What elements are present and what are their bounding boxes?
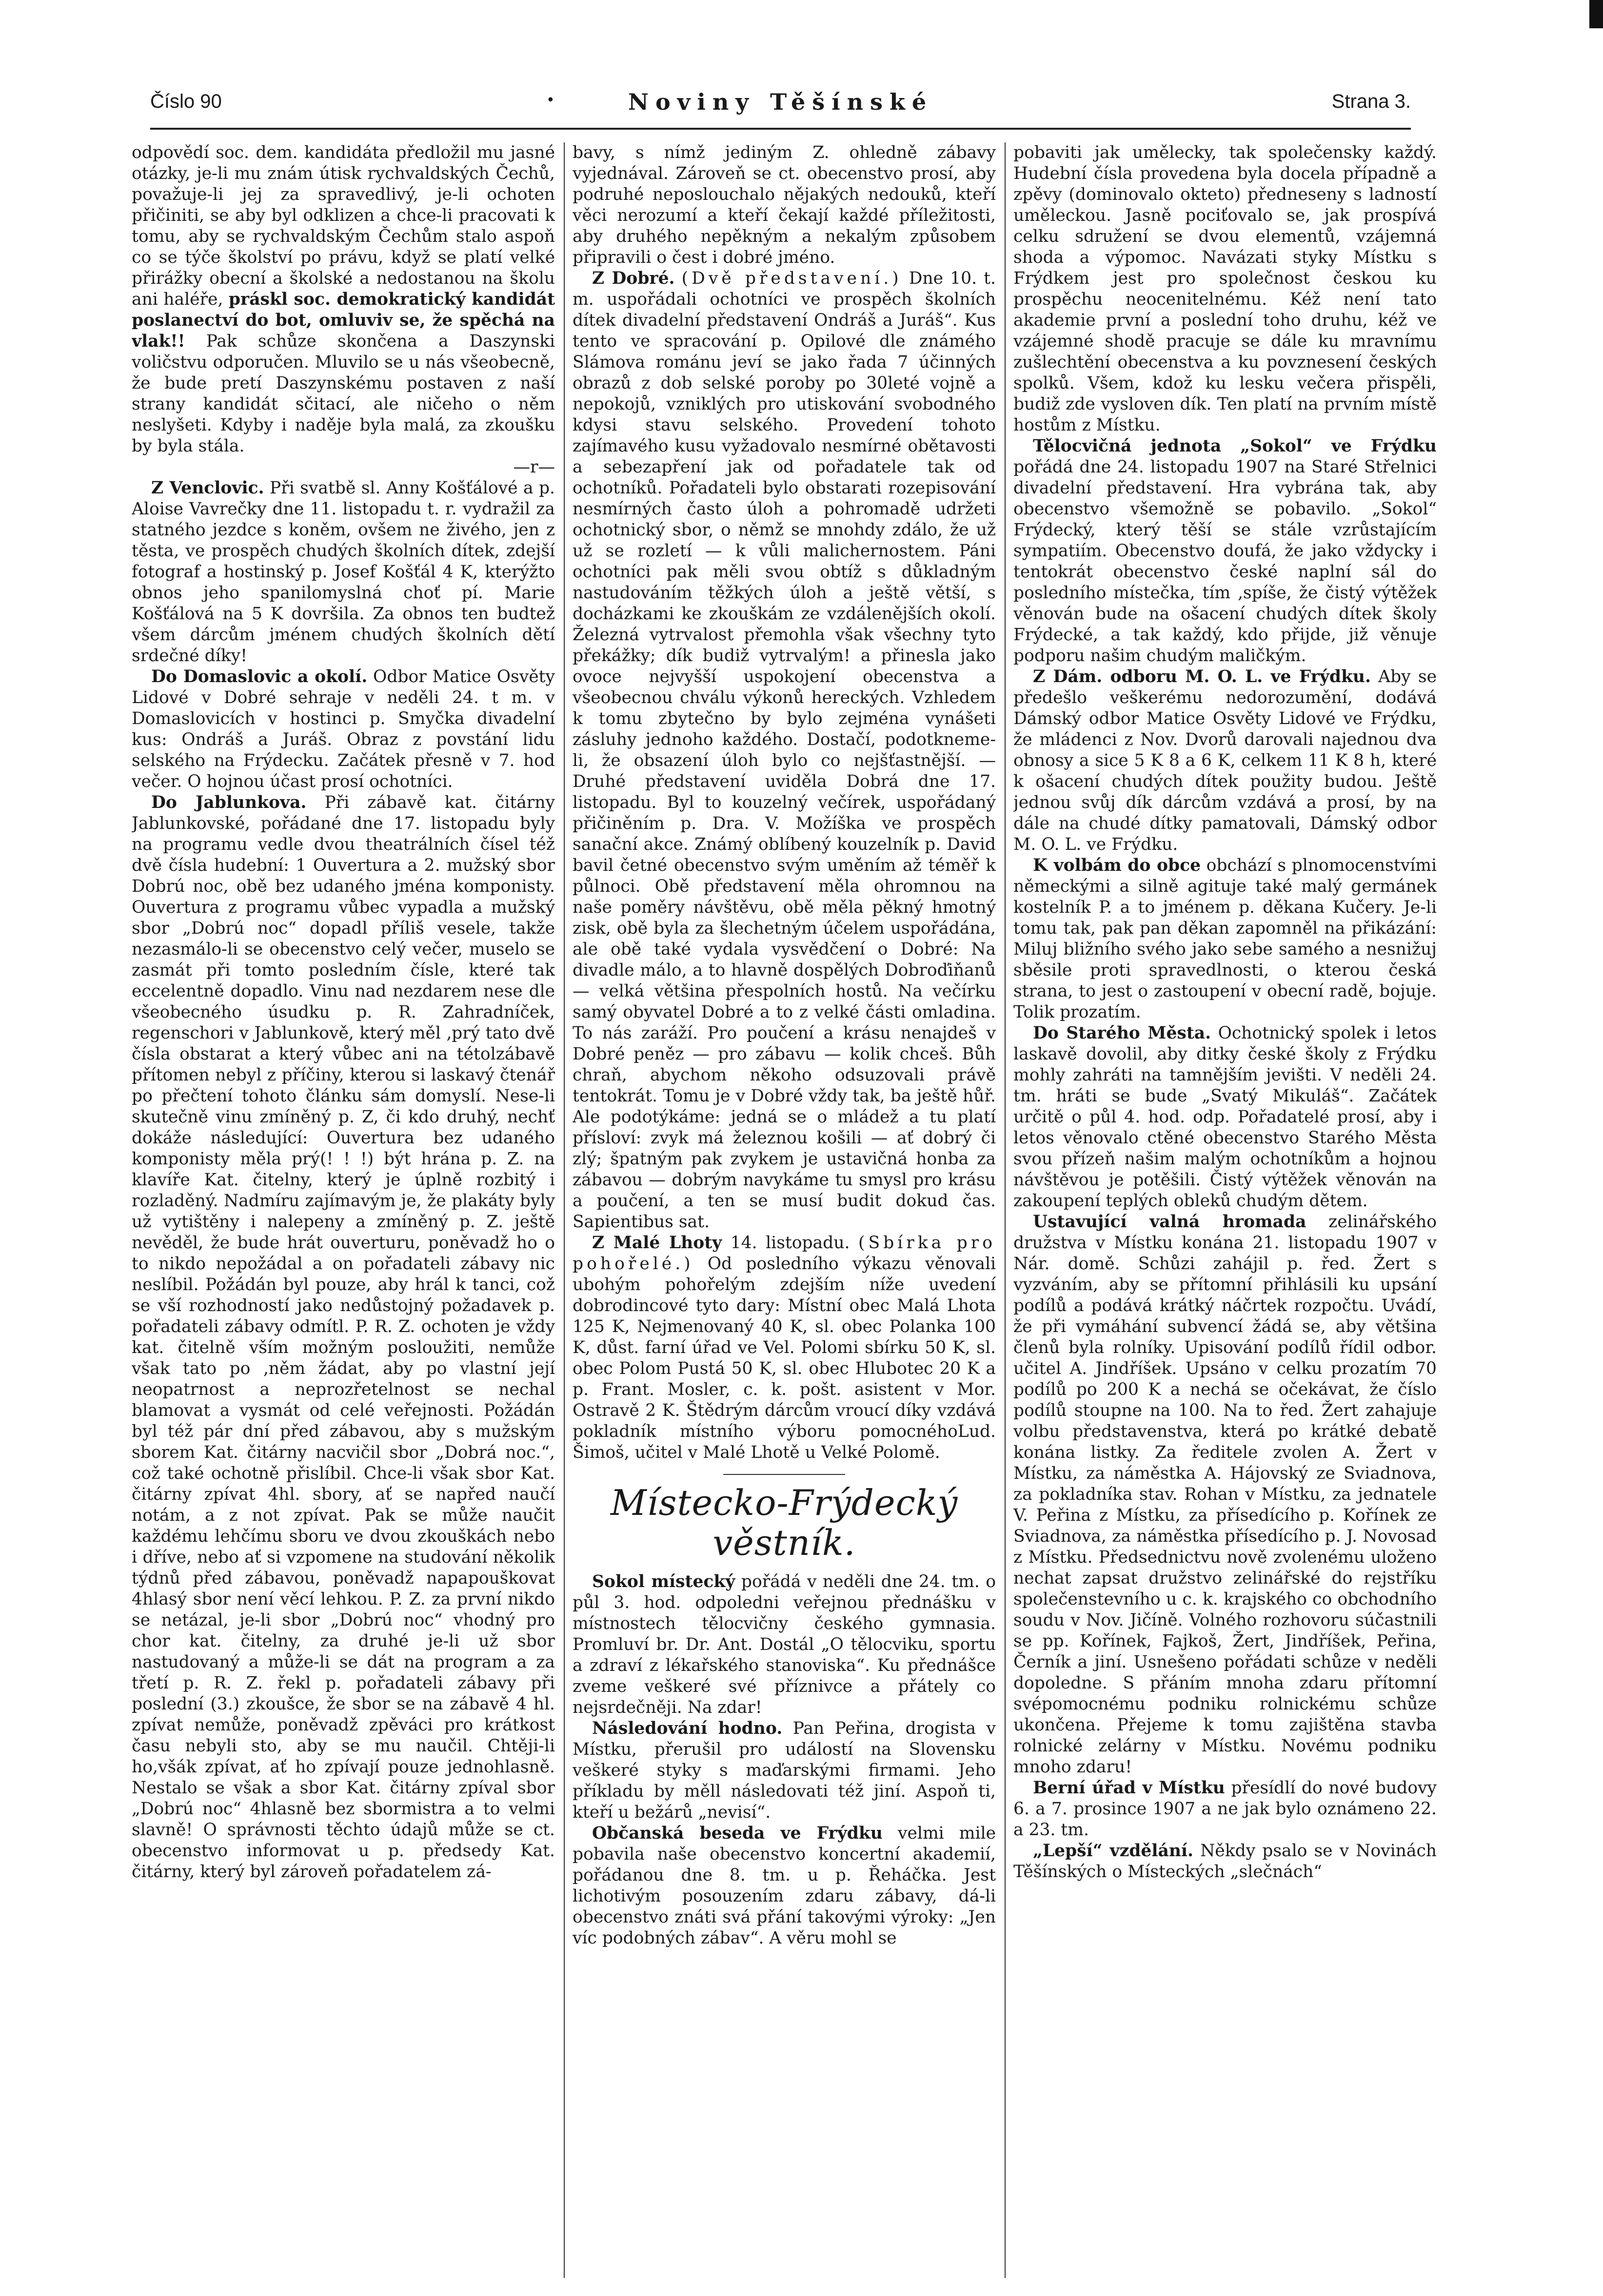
article-paragraph	[1013, 667, 1437, 855]
article-paragraph	[132, 478, 555, 667]
article-paragraph	[1013, 855, 1437, 1023]
paragraph-text: Někdy psalo se v Novinách Těšínských o Místeckých „slečnách“	[1013, 1841, 1437, 1882]
article-heading: Sokol místecký	[592, 1572, 735, 1591]
paragraph-text: pořádá dne 24. listopadu 1907 na Staré Střelnici divadelní představení. Hra vybrána tak, aby obecenstvo všemožně se pobavilo. „Sokol“ Frýdecký, který těší se stále vzrůstajícím sympatiím. Obecenstvo doufá, že jako vždycky i tentokrát obecenstvo české naplní sál do posledního místečka, tím ‚spíše, že čistý výtěžek věnován bude na ošacení chudých dítek školy Frýdecké, a tak každý, kdo přijde, již věnuje podporu našim chudým maličkým.	[1013, 457, 1437, 666]
paragraph-text: zelinářského družstva v Místku konána 21. listopadu 1907 v Nár. domě. Schůzi zahájil p. řed. Žert s vyzváním, aby se přítomní přihlásili ku upsání podílů a podává krátký náčrtek rozpočtu. Uvádí, že při vymáhání subvencí žádá se, aby většina členů byla rolníky. Upisování podílů řídil odbor. učitel A. Jindříšek. Upsáno v celku prozatím 70 podílů po 200 K a nechá se očekávat, že číslo podílů stoupne na 100. Na to řed. Žert zahajuje volbu představenstva, která po krátké debatě konána listky. Za ředitele zvolen A. Žert v Místku, za náměstka A. Hájovský ze Sviadnova, za pokladníka stav. Rohan v Místku, za jednatele V. Peřina z Místku, za přísedícího p. Kořínek ze Sviadnova, za náměstka přísedícího p. J. Novosad z Místku. Předsednictvu nově zvolenému uloženo nechat zapsat družstvo zelinářské do rejstříku společenstevního u c. k. krajského co obchodního soudu v Nov. Jičíně. Volného rozhovoru súčastnili se pp. Kořínek, Fajkoš, Žert, Jindříšek, Peřina, Černík a jiní. Usnešeno pořádati schůze v neděli dopoledne. S přáním mnoha zdaru přítomní svépomocnému podniku rolnickému schůze ukončena. Přejeme k tomu zajištěna stavba rolnické zelárny v Místku. Novému podniku mnoho zdaru!	[1013, 1212, 1437, 1777]
article-heading: K volbám do obce	[1033, 856, 1201, 875]
masthead: Noviny Těšínské	[628, 89, 933, 115]
spaced-subheading: (Dvě představení.)	[681, 269, 902, 288]
article-heading: „Lepší“ vzdělání.	[1033, 1841, 1194, 1861]
paragraph-text: Pak schůze skončena a Daszynski voličstvu odporučen. Mluvilo se u nás všeobecně, že bude pretí Daszynskému postaven z naší strany kandidát sčitací, ale ničeho o něm neslyšeti. Kdyby i naděje byla malá, za zkoušku by byla stála.	[132, 332, 555, 456]
article-paragraph	[1013, 1841, 1437, 1883]
paragraph-text: Při svatbě sl. Anny Košťálové a p. Aloise Vavrečky dne 11. listopadu t. r. vydražil za statného jezdce s koněm, ovšem ne živého, jen z těsta, ve prospěch chudých školních dítek, zdejší fotograf a hostinský p. Josef Košťál 4 K, kterýžto obnos jeho spanilomyslná choť pí. Marie Košťálová na 5 K dovršila. Za obnos ten budtež všem dárcům jménem chudých školních dětí srdečné díky!	[132, 478, 555, 666]
paragraph-text: pobaviti jak umělecky, tak společensky každý. Hudební čísla provedena byla docela případně a zpěvy (dominovalo okteto) předneseny s ladností uměleckou. Jasně pociťovalo se, jak prospívá celku sdružení se dvou elementů, vzájemná shoda a výpomoc. Navázati styky Místku s Frýdkem jest pro společnost českou ku prospěchu neocenitelnému. Kéž není tato akademie první a poslední toho druhu, kéž ve vzájemné shodě pracuje se dále ku mravnímu zušlechtění obecenstva a ku povznesení českých spolků. Všem, kdož ku lesku večera přispěli, budiž zde vysloven dík. Ten platí na prvním místě hostům z Místku.	[1013, 143, 1437, 435]
page-number: Strana 3.	[1331, 91, 1411, 112]
article-paragraph	[573, 142, 996, 268]
article-heading: Do Domaslovic a okolí.	[151, 667, 368, 687]
article-heading: Berní úřad v Místku	[1033, 1778, 1225, 1798]
issue-number: Číslo 90	[150, 91, 222, 112]
article-heading: Následování hodno.	[592, 1719, 783, 1738]
article-heading: Z Dám. odboru M. O. L. ve Frýdku.	[1033, 667, 1371, 687]
paragraph-text: Ochotnický spolek i letos laskavě dovolil, aby ditky české školy z Frýdku mohly zahráti na tamnějším jevišti. V neděli 24. tm. hráti se bude „Svatý Mikuláš“. Začátek určitě o půl 4. hod. odp. Pořadatelé prosí, aby i letos věnovalo ctěné obecenstvo Starého Města svou přízeň našim malým ochotníkům a hojnou návštěvou je potěšili. Čistý výtěžek věnován na zakoupení teplých obleků chudým dětem.	[1013, 1023, 1437, 1211]
spaced-subheading: (Sbírka pro pohořelé.)	[573, 1233, 996, 1274]
article-paragraph	[573, 1233, 996, 1463]
page-header	[150, 89, 1411, 123]
column-divider	[564, 142, 565, 2278]
article-heading: Občanská beseda ve Frýdku	[592, 1824, 883, 1843]
article-paragraph	[1013, 142, 1437, 436]
paragraph-text: Odbor Matice Osvěty Lidové v Dobré sehraje v neděli 24. t m. v Domaslovicích v hostinci p. Smyčka divadelní kus: Ondráš a Juráš. Obraz z povstání lidu selského na Frýdecku. Začátek přesně v 7. hod večer. O hojnou účast prosí ochotníci.	[132, 667, 555, 791]
article-heading: Do Starého Města.	[1033, 1023, 1211, 1043]
article-paragraph	[1013, 436, 1437, 667]
paragraph-text: bavy, s nímž jediným Z. ohledně zábavy vyjednával. Zároveň se ct. obecenstvo prosí, aby podruhé neposlouchalo nějakých nedouků, kteří věci nerozumí a kteří čekají každé příležitosti, aby druhého nepěkným a nekalým způsobem připravili o čest i dobré jméno.	[573, 143, 996, 267]
article-heading: Z Malé Lhoty	[592, 1233, 722, 1253]
article-heading: Tělocvičná jednota „Sokol“ ve Frýdku	[1033, 436, 1437, 456]
paragraph-text: přesídlí do nové budovy 6. a 7. prosince 1907 a ne jak bylo oznámeno 22. a 23. tm.	[1013, 1778, 1437, 1840]
signature: —r—	[513, 457, 555, 477]
article-paragraph	[1013, 1023, 1437, 1212]
article-heading: Z Venclovic.	[151, 478, 264, 498]
article-paragraph	[132, 142, 555, 457]
paragraph-text: Při zábavě kat. čitárny Jablunkovské, pořádané dne 17. listopadu byly na programu vedle dvou theatrálních čísel též dvě čísla hudební: 1 Ouvertura a 2. mužský sbor Dobrú noc, obě bez udaného jména komponisty. Ouvertura z programu vůbec vypadla a mužský sbor „Dobrú noc“ dopadl příliš vesele, takže nezasmálo-li se obecenstvo celý večer, muselo se zasmát při tomto posledním čísle, které tak eccelentně dopadlo. Vinu nad nezdarem nese dle všeobecného úsudku p. R. Zahradníček, regenschori v Jablunkově, který měl ‚prý tato dvě čísla obstarat a který vůbec ani na tétolzábavě přítomen nebyl z příčiny, kterou si laskavý čtenář po přečtení tohoto článku sám domyslí. Nese-li skutečně vinu zmíněný p. Z, či kdo druhý, nechť dokáže následující: Ouvertura bez udaného komponisty měla prý(! ! !) být hrána p. Z. na klavíře Kat. čitelny, který je úplně rozbitý i rozladěný. Nadmíru zajímavým je, že plakáty byly už vytištěny i nalepeny a zmíněný p. Z. ještě nevěděl, že bude hrát ouverturu, poněvadž ho o to nikdo nepožádal a on pořadateli zábavy nic neslíbil. Požádán byl pouze, aby hrál k tanci, což se vší rozhodností jako nedůstojný požadavek p. pořadateli zábavy odmítl. P. R. Z. ochoten je vždy kat. čitelně vším možným posloužiti, nemůže však tato po ‚něm žádat, aby po vlastní její neopatrnost a neprozřetelnost se nechal blamovat a vysmát od celé veřejnosti. Požádán byl též pár dní před zábavou, aby s mužským sborem Kat. čitárny nacvičil sbor „Dobrá noc.“, což také ochotně přislíbil. Chce-li však sbor Kat. čitárny zpívat 4hl. sbory, ať se napřed naučí notám, a z not zpívat. Pak se může naučit každému lehčímu sboru ve dvou zkouškách nebo i dříve, nebo ať si vzpomene na studování několik týdnů před zábavou, poněvadž napapouškovat 4hlasý sbor není věcí lehkou. P. Z. za první nikdo se netázal, je-li sbor „Dobrú noc“ vhodný pro chor kat. čitelny, za druhé je-li už sbor nastudovaný a může-li se dát na program a za třetí p. R. Z. řekl p. pořadateli zábavy při poslední (3.) zkoušce, že sbor se na zábavě 4 hl. zpívat nemůže, poněvadž zpěváci pro krátkost času nebyli sto, aby se mu naučil. Chtěji-li ho,všák zpívat, ať ho zpívají pouze jednohlasně. Nestalo se však a sbor Kat. čitárny zpíval sbor „Dobrú noc“ 4hlasně bez sbormistra a to velmi slavně! O správnosti těchto údajů může se ct. obecenstvo informovat u p. předsedy Kat. čitárny, který byl zároveň pořadatelem zá-	[132, 793, 555, 1882]
paragraph-text: Od posledního výkazu věnovali ubohým pohořelým zdejším níže uvedení dobrodincové tyto dary: Místní obec Malá Lhota 125 K, Nejmenovaný 40 K, sl. obec Polanka 100 K, důst. farní úřad ve Vel. Polomi sbírku 50 K, sl. obec Polom Pustá 50 K, sl. obec Hlubotec 20 K a p. Frant. Mosler, c. k. pošt. asistent v Mor. Ostravě 2 K. Štědrým dárcům vroucí díky vzdává pokladník místního výboru pomocnéhoLud. Šimoš, učitel v Malé Lhotě u Velké Polomě.	[573, 1254, 996, 1462]
paragraph-text: obchází s plnomocenstvími německými a silně agituje také malý germánek kostelník P. a to jménem p. děkana Kučery. Je-li tomu tak, pak pan děkan zapomněl na přikázání: Miluj bližního svého jako sebe samého a nesnižuj sběsile proti spravedlnosti, o kterou česká strana, to jest o zastoupení v obecní radě, bojuje. Tolik prozatím.	[1013, 856, 1437, 1022]
article-paragraph	[1013, 1212, 1437, 1778]
article-date: 14. listopadu.	[730, 1233, 850, 1253]
paragraph-text: Aby se předešlo veškerému nedorozumění, dodává Dámský odbor Matice Osvěty Lidové ve Frýdku, že mládenci z Nov. Dvorů darovali najednou dva obnosy a sice 5 K 8 a 6 K, celkem 11 K 8 h, které k ošacení chudých dítek použity budou. Ještě jednou svůj dík dárcům vzdává a prosí, by na dále na chudé dítky pamatovali, Dámský odbor M. O. L. ve Frýdku.	[1013, 667, 1437, 854]
paragraph-text: pořádá v neděli dne 24. tm. o půl 3. hod. odpoledni veřejnou přednášku v místnostech tělocvičny českého gymnasia. Promluví br. Dr. Ant. Dostál „O tělocviku, sportu a zdraví z lékařského stanoviska“. Ku přednášce zveme veškeré své příznivce a přátely co nejsrdečněji. Na zdar!	[573, 1572, 996, 1717]
article-paragraph	[573, 1571, 996, 1718]
corner-mark	[1589, 0, 1603, 28]
article-paragraph	[573, 268, 996, 1233]
paragraph-emphasis: práskl soc. demokratický kandidát poslanectví do bot, omluviv se, že spěchá na vlak!!	[132, 290, 555, 351]
column-divider	[1005, 142, 1006, 2278]
article-paragraph	[132, 792, 555, 1883]
article-paragraph	[573, 1823, 996, 1949]
column-1	[132, 142, 555, 2278]
paragraph-text: Dne 10. t. m. uspořádali ochotníci ve prospěch školních dítek divadelní představení Ondráš a Juráš“. Kus tento ve spracování p. Opilové dle známého Slámova románu jeví se jako řada 7 účinných obrazů z dob selské poroby po 30leté vojně a nepokojů, vzniklých pro utiskování svobodného kdysi stavu selského. Provedení tohoto zajímavého kusu vyžadovalo nesmírné obětavosti a sebezapření jak od pořadatele tak od ochotníků. Pořadateli bylo obstarati rozepisování nesmírných často úloh a pohromadě udržeti ochotnický sbor, o němž se mnohdy zdálo, že už už se rozletí — k vůli malichernostem. Páni ochotníci pak měli svou obtíž s důkladným nastudováním těžkých úloh a ještě větší, s docházkami ke zkouškám ze vzdálenějších okolí. Železná vytrvalost přemohla však všechny tyto překážky; dík budiž vytrvalým! a přinesla jako ovoce nejvyšší uspokojení obecenstva a všeobecnou chválu výkonů hereckých. Vzhledem k tomu zbytečno by bylo zejména vynášeti zásluhy jednoho každého. Dostačí, podotkneme-li, že obsazení úloh bylo co nejšťastnější. — Druhé představení uviděla Dobrá dne 17. listopadu. Byl to kouzelný večírek, uspořádaný přičiněním p. Dra. V. Možíška ve prospěch sanační akce. Známý oblíbený kouzelník p. David bavil četné obecenstvo svým uměním až téměř k půlnoci. Obě představení měla ohromnou na naše poměry návštěvu, obě měla pěkný hmotný zisk, obě byla za šlechetným účelem uspořádána, ale obě také vydala vysvědčení o Dobré: Na divadle málo, a to hlavně dospělých Dobroďiňanů — velká většina přespolních hostů. Na večírku samý obyvatel Dobré a to z velké části omladina. To nás zaráží. Pro poučení a krásu nenajdeš v Dobré peněz — pro zábavu — kolik chceš. Bůh chraň, abychom někoho odsuzovali právě tentokrát. Tomu je v Dobré vždy tak, ba ještě hůř. Ale podotýkáme: jedná se o mládež a tu platí přísloví: zvyk má železnou košili — ať dobrý či zlý; špatným pak zvykem je ustavičná honba za zábavou — dobrým navykáme tu smysl pro krásu a poučení, a ten se musí budit dokud čas. Sapientibus sat.	[573, 269, 996, 1232]
header-rule	[150, 128, 1411, 130]
article-paragraph	[132, 667, 555, 792]
article-heading: Z Dobré.	[592, 269, 675, 288]
paragraph-text: velmi mile pobavila naše obecenstvo koncertní akademií, pořádanou dne 8. tm. u p. Řeháčka. Jest lichotivým posouzením zdaru zábavy, dá-li obecenstvo znáti svá přání takovými výroky: „Jen víc podobných zábav“. A věru mohl se	[573, 1824, 996, 1948]
article-paragraph	[573, 1718, 996, 1823]
paragraph-text: odpovědí soc. dem. kandidáta předložil mu jasné otázky, je-li mu znám útisk rychvaldských Čechů, považuje-li jej za spravedlivý, je-li ochoten přičiniti, se aby byl odklizen a chce-li pracovati k tomu, aby se rychvaldským Čechům stalo aspoň co se týče školství po právu, když se platí velké přirážky obecní a školské a nedostanou na školu ani haléře,	[132, 143, 555, 309]
article-heading: Ustavující valná hromada	[1033, 1212, 1306, 1232]
section-divider	[723, 1474, 845, 1475]
section-title: Místecko-Frýdecký věstník.	[610, 1482, 958, 1563]
column-2	[573, 142, 996, 2278]
paragraph-text: Pan Peřina, drogista v Místku, přerušil pro událostí na Slovensku veškeré styky s maďarskými firmami. Jeho příkladu by měll následovati též jiní. Aspoň ti, kteří u bežárů „nevisí“.	[573, 1719, 996, 1822]
article-paragraph	[1013, 1778, 1437, 1841]
header-dot: •	[546, 92, 555, 109]
column-3	[1013, 142, 1437, 2278]
article-heading: Do Jablunkova.	[151, 793, 307, 812]
